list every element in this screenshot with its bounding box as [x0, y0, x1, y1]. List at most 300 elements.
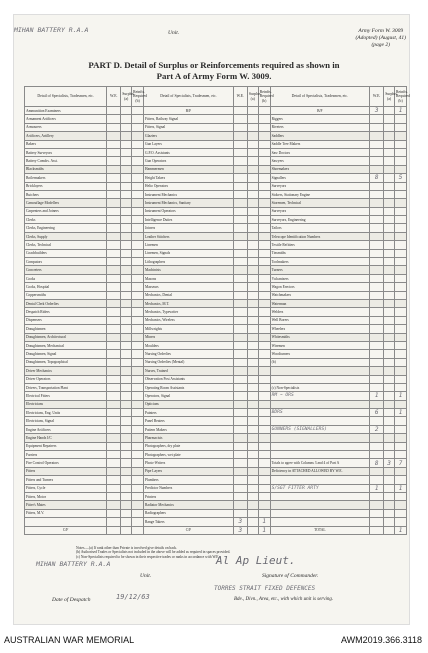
we-cell	[233, 266, 247, 274]
specialist-cell: Riveters	[270, 123, 370, 131]
we-cell: 6	[370, 409, 384, 417]
form-number: Army Form W. 3009	[358, 28, 404, 34]
we-cell	[233, 358, 247, 366]
table-row	[25, 492, 407, 500]
table-row	[25, 383, 407, 391]
surplus-cell	[384, 157, 395, 165]
surplus-cell	[121, 501, 132, 509]
we-cell: 8	[370, 174, 384, 182]
specialist-cell: Cooks, Hospital	[25, 283, 107, 291]
we-cell	[370, 157, 384, 165]
header-surplus: Surplus (a)	[121, 87, 132, 107]
table-row	[25, 266, 407, 274]
reinf-cell	[132, 283, 144, 291]
surplus-cell	[121, 283, 132, 291]
we-cell	[233, 182, 247, 190]
we-cell	[370, 249, 384, 257]
reinf-cell	[132, 425, 144, 433]
we-cell	[233, 341, 247, 349]
specialist-cell: Pattern Makers	[144, 425, 234, 433]
we-cell	[107, 526, 121, 534]
specialist-cell: Engine Hands I/C	[25, 434, 107, 442]
reinf-cell	[132, 291, 144, 299]
specialist-cell: Painters	[144, 409, 234, 417]
title-line-1: PART D. Detail of Surplus or Reinforcements required as shown in	[88, 60, 340, 70]
specialist-cell: Shoemakers	[270, 165, 370, 173]
station-value: TORRES STRAIT FIXED DEFENCES	[214, 585, 316, 592]
specialist-cell: Surveyors	[270, 207, 370, 215]
reinf-cell	[395, 123, 407, 131]
specialist-cell	[25, 518, 107, 526]
we-cell	[370, 442, 384, 450]
specialist-cell: Camouflage Modellers	[25, 199, 107, 207]
specialist-cell: Welders	[270, 308, 370, 316]
table-row	[25, 358, 407, 366]
we-cell	[370, 451, 384, 459]
header-reinf: Reinfts. Required (b)	[258, 87, 270, 107]
specialist-cell: Linemen, Signals	[144, 249, 234, 257]
surplus-cell	[247, 400, 258, 408]
surplus-cell	[247, 434, 258, 442]
note-c: (c) Non-Specialists required to be shown in their respective trades or ranks in accordance with W.E.	[76, 554, 220, 559]
we-cell	[233, 400, 247, 408]
specialist-cell: Concreters	[25, 266, 107, 274]
surplus-cell	[247, 367, 258, 375]
we-cell	[107, 140, 121, 148]
specialist-cell: Mechanics, Dental	[144, 291, 234, 299]
reinf-cell	[258, 140, 270, 148]
we-cell	[233, 375, 247, 383]
reinf-cell	[132, 333, 144, 341]
signature-label: Signature of Commander.	[262, 573, 319, 579]
we-cell	[370, 241, 384, 249]
we-cell	[233, 451, 247, 459]
we-cell	[233, 316, 247, 324]
specialist-cell: Draughtsmen, Architectural	[25, 333, 107, 341]
reinf-cell	[395, 325, 407, 333]
specialist-cell: Draughtsmen	[25, 325, 107, 333]
surplus-cell	[121, 467, 132, 475]
specialist-cell: G.P.O. Assistants	[144, 148, 234, 156]
we-cell	[107, 476, 121, 484]
reinf-cell	[132, 501, 144, 509]
we-cell	[107, 350, 121, 358]
we-cell	[370, 132, 384, 140]
surplus-cell	[247, 325, 258, 333]
surplus-cell	[384, 241, 395, 249]
reinf-cell	[132, 216, 144, 224]
we-cell	[107, 417, 121, 425]
specialist-cell	[270, 375, 370, 383]
surplus-cell	[384, 509, 395, 517]
table-row	[25, 107, 407, 115]
surplus-cell	[121, 216, 132, 224]
we-cell	[370, 492, 384, 500]
we-cell	[370, 341, 384, 349]
we-cell	[107, 509, 121, 517]
surplus-cell	[247, 459, 258, 467]
we-cell	[107, 274, 121, 282]
reinf-cell	[395, 518, 407, 526]
surplus-cell	[247, 476, 258, 484]
surplus-cell	[384, 249, 395, 257]
specialist-cell: Leather Stitchers	[144, 232, 234, 240]
we-cell	[370, 266, 384, 274]
specialist-cell: TOTAL	[270, 526, 370, 534]
table-row	[25, 299, 407, 307]
we-cell	[233, 199, 247, 207]
table-row	[25, 518, 407, 526]
specialist-cell: Turners	[270, 266, 370, 274]
reinf-cell	[258, 199, 270, 207]
surplus-cell	[121, 249, 132, 257]
we-cell	[107, 392, 121, 400]
reinf-cell	[132, 241, 144, 249]
we-cell: 3	[233, 518, 247, 526]
we-cell	[107, 383, 121, 391]
reinf-cell	[258, 291, 270, 299]
reinf-cell	[395, 400, 407, 408]
header-detail: Detail of Specialists, Tradesmen, etc.	[270, 87, 370, 107]
surplus-cell	[247, 518, 258, 526]
reinf-cell	[258, 216, 270, 224]
we-cell	[233, 148, 247, 156]
specialist-cell: Wiremen	[270, 341, 370, 349]
reinf-cell	[258, 266, 270, 274]
specialist-cell: Draughtsmen, Topographical	[25, 358, 107, 366]
we-cell	[107, 174, 121, 182]
header-detail: Detail of Specialists, Tradesmen, etc.	[25, 87, 107, 107]
table-row	[25, 350, 407, 358]
we-cell	[233, 123, 247, 131]
table-row	[25, 375, 407, 383]
reinf-cell	[132, 434, 144, 442]
we-cell	[233, 291, 247, 299]
reinf-cell	[395, 199, 407, 207]
surplus-cell	[384, 383, 395, 391]
footer-unit-label: Unit.	[140, 573, 152, 579]
reinf-cell	[258, 165, 270, 173]
surplus-cell	[247, 258, 258, 266]
surplus-cell	[384, 258, 395, 266]
we-cell	[370, 434, 384, 442]
table-row	[25, 123, 407, 131]
surplus-cell	[247, 157, 258, 165]
table-row	[25, 148, 407, 156]
surplus-cell	[247, 107, 258, 115]
specialist-cell: Tinsmiths	[270, 249, 370, 257]
specialist-cell: Clerks, Technical	[25, 241, 107, 249]
surplus-cell	[247, 375, 258, 383]
reinf-cell	[258, 308, 270, 316]
surplus-cell	[121, 107, 132, 115]
table-row	[25, 199, 407, 207]
specialist-cell: Electricians, Eng. Units	[25, 409, 107, 417]
specialist-cell: C/F	[144, 526, 234, 534]
surplus-cell	[247, 115, 258, 123]
reinf-cell	[395, 258, 407, 266]
surplus-cell	[384, 115, 395, 123]
reinf-cell	[132, 299, 144, 307]
surplus-cell	[247, 392, 258, 400]
specialist-cell: GUNNERS (SIGNALLERS)	[270, 425, 370, 433]
we-cell	[370, 216, 384, 224]
reinf-cell	[395, 476, 407, 484]
header-surplus: Surplus (a)	[247, 87, 258, 107]
we-cell	[370, 274, 384, 282]
surplus-cell	[384, 316, 395, 324]
surplus-cell	[384, 182, 395, 190]
reinf-cell	[395, 266, 407, 274]
surplus-cell	[384, 518, 395, 526]
reinf-cell	[132, 174, 144, 182]
we-cell: 3	[370, 107, 384, 115]
surplus-cell	[247, 266, 258, 274]
surplus-cell	[247, 182, 258, 190]
reinf-cell	[395, 509, 407, 517]
surplus-cell	[384, 232, 395, 240]
surplus-cell	[247, 274, 258, 282]
we-cell	[107, 232, 121, 240]
commander-signature: Al Ap Lieut.	[216, 554, 296, 567]
we-cell	[233, 132, 247, 140]
reinf-cell	[258, 484, 270, 492]
surplus-cell	[121, 224, 132, 232]
date-label: Date of Despatch	[52, 597, 91, 603]
specialist-cell: Opticians	[144, 400, 234, 408]
specialist-cell: Fitters, Railway Signal	[144, 115, 234, 123]
reinf-cell	[132, 518, 144, 526]
we-cell	[233, 115, 247, 123]
surplus-cell	[384, 216, 395, 224]
specialist-cell: Surveyors, Engineering	[270, 216, 370, 224]
reinf-cell	[132, 148, 144, 156]
specialist-cell: Well Borers	[270, 316, 370, 324]
reinf-cell	[132, 467, 144, 475]
specialist-cell	[270, 518, 370, 526]
surplus-cell	[384, 165, 395, 173]
we-cell	[370, 417, 384, 425]
table-row	[25, 274, 407, 282]
table-row	[25, 308, 407, 316]
surplus-cell	[384, 308, 395, 316]
surplus-cell	[384, 476, 395, 484]
surplus-cell	[121, 417, 132, 425]
surplus-cell	[384, 451, 395, 459]
specialist-cell: Bakers	[25, 140, 107, 148]
surplus-cell	[384, 224, 395, 232]
we-cell	[233, 249, 247, 257]
we-cell	[107, 400, 121, 408]
specialist-cell: BDRS	[270, 409, 370, 417]
specialist-cell: Whitesmiths	[270, 333, 370, 341]
reinf-cell	[258, 492, 270, 500]
we-cell	[107, 459, 121, 467]
specialist-cell: Computors	[25, 258, 107, 266]
we-cell	[370, 123, 384, 131]
reinf-cell	[395, 216, 407, 224]
surplus-cell	[384, 207, 395, 215]
specialist-cell: Saw Doctors	[270, 148, 370, 156]
surplus-cell	[384, 325, 395, 333]
surplus-cell	[247, 417, 258, 425]
specialist-cell: Radiator Mechanics	[144, 501, 234, 509]
surplus-cell	[121, 442, 132, 450]
specialist-cell: Sawyers	[270, 157, 370, 165]
we-cell	[370, 308, 384, 316]
reinf-cell	[395, 291, 407, 299]
we-cell	[107, 258, 121, 266]
reinf-cell	[395, 224, 407, 232]
table-row	[25, 249, 407, 257]
we-cell	[233, 165, 247, 173]
reinf-cell	[258, 425, 270, 433]
reinf-cell	[395, 367, 407, 375]
table-row	[25, 409, 407, 417]
we-cell	[370, 207, 384, 215]
surplus-cell: 3	[384, 459, 395, 467]
table-row	[25, 232, 407, 240]
we-cell	[233, 107, 247, 115]
reinf-cell	[395, 283, 407, 291]
we-cell	[233, 224, 247, 232]
surplus-cell	[121, 148, 132, 156]
surplus-cell	[247, 358, 258, 366]
table-row	[25, 451, 407, 459]
surplus-cell	[247, 232, 258, 240]
we-cell	[233, 241, 247, 249]
specialist-cell: Millwrights	[144, 325, 234, 333]
we-cell	[107, 199, 121, 207]
surplus-cell	[384, 434, 395, 442]
reinf-cell	[132, 476, 144, 484]
reinf-cell	[395, 501, 407, 509]
specialist-cell	[270, 509, 370, 517]
specialist-cell: Blacksmiths	[25, 165, 107, 173]
unit-name-handwritten: MIHAN BATTERY R.A.A	[14, 26, 89, 34]
title-line-2: Part A of Army Form W. 3009.	[156, 71, 272, 81]
reinf-cell	[258, 417, 270, 425]
specialist-cell: Predictor Numbers	[144, 484, 234, 492]
specialist-cell: Panel Beaters	[144, 417, 234, 425]
specialist-cell: Glaziers	[144, 132, 234, 140]
reinf-cell	[395, 115, 407, 123]
specialist-cell	[270, 367, 370, 375]
surplus-cell	[384, 425, 395, 433]
we-cell	[370, 526, 384, 534]
we-cell	[233, 274, 247, 282]
specialist-cell: Woodturners	[270, 350, 370, 358]
reinf-cell	[395, 350, 407, 358]
reinf-cell	[258, 400, 270, 408]
reinf-cell	[258, 476, 270, 484]
reinf-cell	[132, 115, 144, 123]
specialist-cell: Draughtsmen, Signal	[25, 350, 107, 358]
we-cell	[370, 325, 384, 333]
table-row	[25, 417, 407, 425]
specialist-cell: Radiographers	[144, 509, 234, 517]
specialist-cell	[270, 492, 370, 500]
specialist-cell: Helio Operators	[144, 182, 234, 190]
we-cell	[370, 358, 384, 366]
we-cell	[107, 291, 121, 299]
reinf-cell	[132, 266, 144, 274]
specialist-cell: Fitters and Turners	[25, 476, 107, 484]
reinf-cell	[258, 392, 270, 400]
we-cell	[233, 509, 247, 517]
specialist-cell: Machinists	[144, 266, 234, 274]
table-row	[25, 283, 407, 291]
surplus-cell	[121, 174, 132, 182]
surplus-cell	[384, 107, 395, 115]
surplus-cell	[247, 308, 258, 316]
we-cell	[107, 451, 121, 459]
reinf-cell	[132, 383, 144, 391]
surplus-cell	[247, 291, 258, 299]
we-cell	[370, 148, 384, 156]
header-detail: Detail of Specialists, Tradesmen, etc.	[144, 87, 234, 107]
specialist-cell: Clerks	[25, 216, 107, 224]
reinf-cell	[395, 375, 407, 383]
surplus-cell	[247, 350, 258, 358]
surplus-cell	[384, 484, 395, 492]
we-cell	[107, 224, 121, 232]
we-cell: 1	[370, 392, 384, 400]
table-header-row	[25, 87, 407, 107]
we-cell	[233, 333, 247, 341]
surplus-cell	[121, 132, 132, 140]
reinf-cell	[258, 509, 270, 517]
surplus-cell	[121, 409, 132, 417]
specialist-cell: Fitters, Signal	[144, 123, 234, 131]
specialist-cell: Lithographers	[144, 258, 234, 266]
reinf-cell	[258, 182, 270, 190]
table-row	[25, 224, 407, 232]
surplus-cell	[121, 509, 132, 517]
surplus-cell	[247, 174, 258, 182]
we-cell	[370, 199, 384, 207]
we-cell	[370, 518, 384, 526]
specialist-cell: Photo-Writers	[144, 459, 234, 467]
reinf-cell	[395, 299, 407, 307]
we-cell	[370, 383, 384, 391]
specialist-cell: Stokers, Stationary Engine	[270, 190, 370, 198]
we-cell	[233, 476, 247, 484]
surplus-cell	[121, 425, 132, 433]
specialist-cell: Watchmakers	[270, 291, 370, 299]
reinf-cell	[132, 325, 144, 333]
specialist-cell: Range Takers	[144, 518, 234, 526]
reinf-cell	[258, 274, 270, 282]
specialist-cell: Deficiency in ATTACHED ALLOWED BY W.E.	[270, 467, 370, 475]
specialist-cell: Draughtsmen, Mechanical	[25, 341, 107, 349]
reinf-cell	[132, 341, 144, 349]
specialist-cell: Despatch Riders	[25, 308, 107, 316]
we-cell	[107, 123, 121, 131]
surplus-cell	[121, 350, 132, 358]
surplus-cell	[384, 442, 395, 450]
surplus-cell	[384, 291, 395, 299]
we-cell	[107, 367, 121, 375]
footer-unit-handwritten: MIHAN BATTERY R.A.A	[36, 560, 111, 568]
we-cell	[233, 417, 247, 425]
specialist-cell: Dispensers	[25, 316, 107, 324]
specialist-cell: Masons	[144, 274, 234, 282]
we-cell	[107, 299, 121, 307]
archive-name: AUSTRALIAN WAR MEMORIAL	[4, 635, 135, 645]
reinf-cell	[132, 509, 144, 517]
reinf-cell	[395, 157, 407, 165]
